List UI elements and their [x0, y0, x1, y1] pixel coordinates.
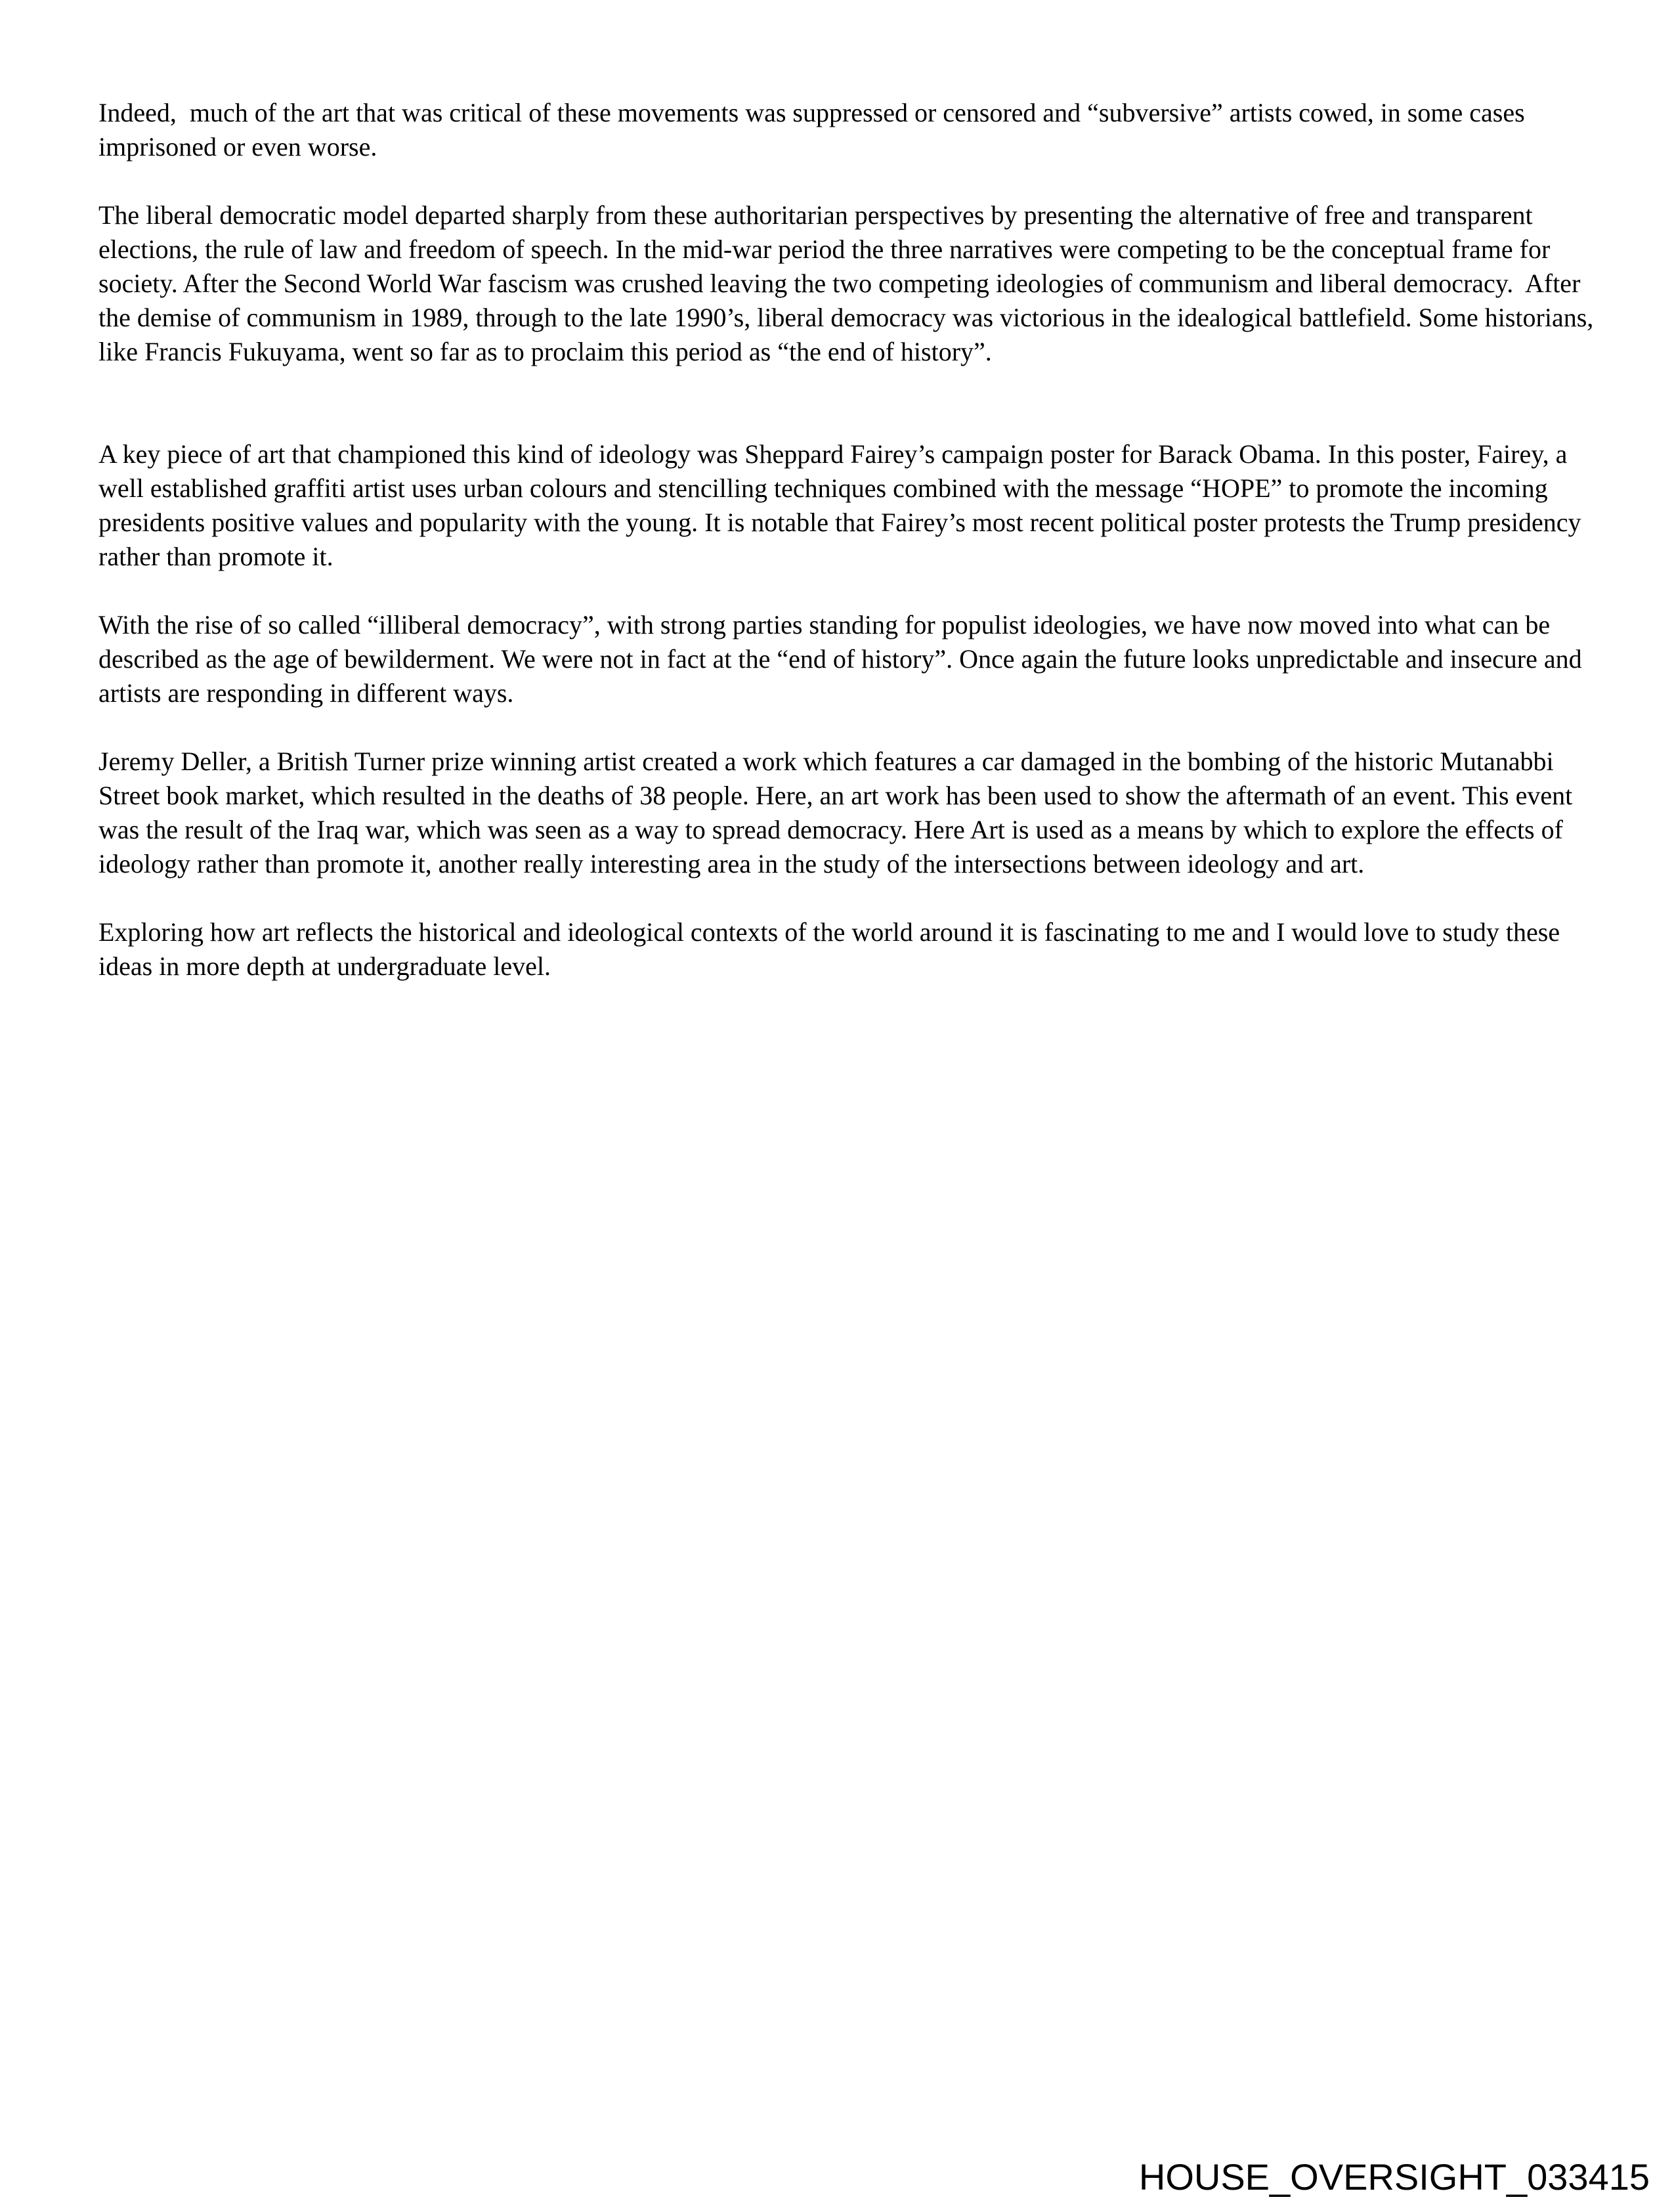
paragraph-5: Jeremy Deller, a British Turner prize winning artist created a work which features a car damaged in the bombing of the historic Mutanabbi Street book market, which resulted in the deaths of 38 people. Here, an art work has been used to show the aftermath of an event. This event was the result of the Iraq war, which was seen as a way to spread democracy. Here Art is used as a means by which to explore the effects of ideology rather than promote it, another really interesting area in the study of the intersections between ideology and art. — [98, 747, 1579, 878]
paragraph-1: Indeed, much of the art that was critical of these movements was suppressed or censored and “subversive” artists cowed, in some cases imprisoned or even worse. — [98, 98, 1532, 162]
paragraph-6: Exploring how art reflects the historical and ideological contexts of the world around it is fascinating to me and I would love to study these ideas in more depth at undergraduate level. — [98, 917, 1567, 981]
paragraph-3: A key piece of art that championed this kind of ideology was Sheppard Fairey’s campaign poster for Barack Obama. In this poster, Fairey, a well established graffiti artist uses urban colours and stencilling techniques combined with the message “HOPE” to promote the incoming presidents positive values and popularity with the young. It is notable that Fairey’s most recent political poster protests the Trump presidency rather than promote it. — [98, 439, 1588, 571]
paragraph-4: With the rise of so called “illiberal democracy”, with strong parties standing for populist ideologies, we have now moved into what can be described as the age of bewilderment. We were not in fact at the “end of history”. Once again the future looks unpredictable and insecure and artists are responding in different ways. — [98, 610, 1589, 708]
bates-number: HOUSE_OVERSIGHT_033415 — [1138, 2156, 1650, 2198]
document-body — [98, 96, 1602, 1018]
paragraph-2: The liberal democratic model departed sharply from these authoritarian perspectives by presenting the alternative of free and transparent elections, the rule of law and freedom of speech. In the mid-war period the three narratives were competing to be the conceptual frame for society. After the Second World War fascism was crushed leaving the two competing ideologies of communism and liberal democracy. After the demise of communism in 1989, through to the late 1990’s, liberal democracy was victorious in the idealogical battlefield. Some historians, like Francis Fukuyama, went so far as to proclaim this period as “the end of history”. — [98, 200, 1600, 366]
